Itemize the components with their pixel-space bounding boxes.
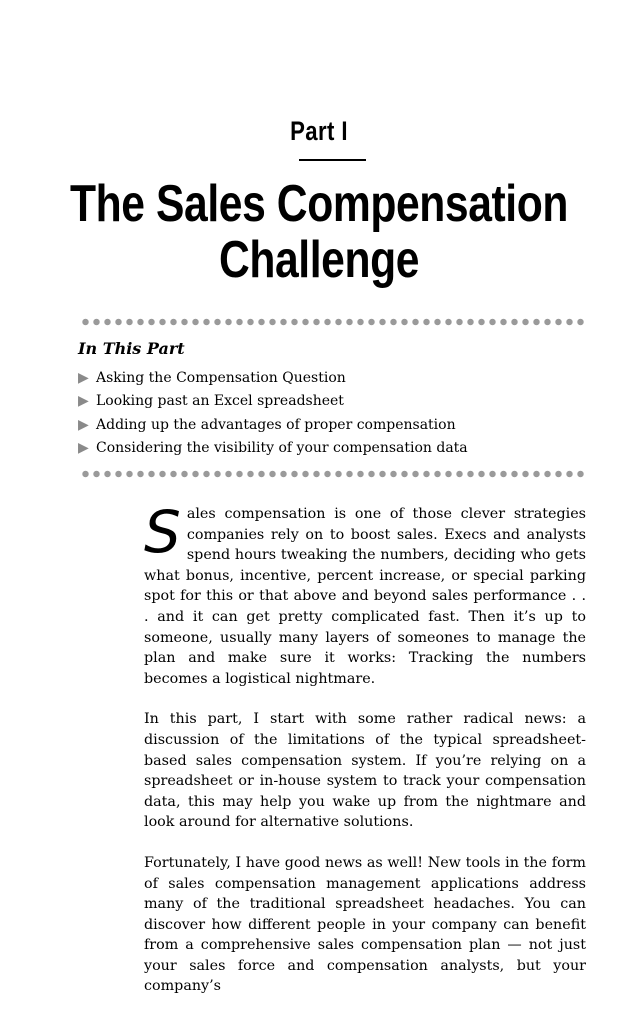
paragraph: Fortunately, I have good news as well! New tools in the form of sales compensation management applications address many of the traditional spreadsheet headaches. You can discover how different people in your company can benefit from a comprehensive sales compensation plan — not just your sales force and compensation analysts, but your company’s — [144, 854, 586, 995]
dotted-divider-top — [80, 318, 586, 326]
in-this-part-heading: In This Part — [78, 339, 185, 358]
part-title-line2: Challenge — [218, 231, 420, 289]
part-rule — [299, 159, 366, 161]
list-item-label: Adding up the advantages of proper compensation — [96, 416, 456, 433]
paragraph — [144, 498, 586, 689]
triangle-bullet-icon: ▶ — [78, 416, 89, 433]
list-item-label: Considering the visibility of your compensation data — [96, 440, 468, 457]
list-item-label: Looking past an Excel spreadsheet — [96, 393, 344, 410]
list-item — [78, 366, 468, 390]
list-item — [78, 390, 468, 414]
list-item — [78, 413, 468, 437]
dotted-divider-bottom — [80, 470, 586, 478]
drop-cap: S — [144, 498, 181, 566]
triangle-bullet-icon: ▶ — [78, 393, 89, 410]
part-title — [57, 176, 580, 288]
list-item-label: Asking the Compensation Question — [96, 369, 346, 386]
triangle-bullet-icon: ▶ — [78, 440, 89, 457]
part-intro-text — [144, 498, 586, 1017]
part-label: Part I — [290, 116, 348, 146]
list-item — [78, 437, 468, 461]
triangle-bullet-icon: ▶ — [78, 369, 89, 386]
paragraph-text: ales compensation is one of those clever strategies companies rely on to boost sales. Execs and analysts spend hours tweaking the numbers, deciding who gets what bonus, incentive, percent increase, or special parking spot for this or that above and beyond sales performance . . . and it can get pretty complicated fast. Then it’s up to someone, usually many layers of someones to manage the plan and make sure it works: Tracking the numbers becomes a logistical nightmare. — [144, 506, 586, 687]
paragraph: In this part, I start with some rather radical news: a discussion of the limitations of the typical spreadsheet-based sales compensation system. If you’re relying on a spreadsheet or in-house system to track your compensation data, this may help you wake up from the nightmare and look around for alternative solutions. — [144, 711, 586, 831]
in-this-part-list — [78, 366, 468, 460]
part-title-line1: The Sales Compensation — [69, 175, 569, 233]
